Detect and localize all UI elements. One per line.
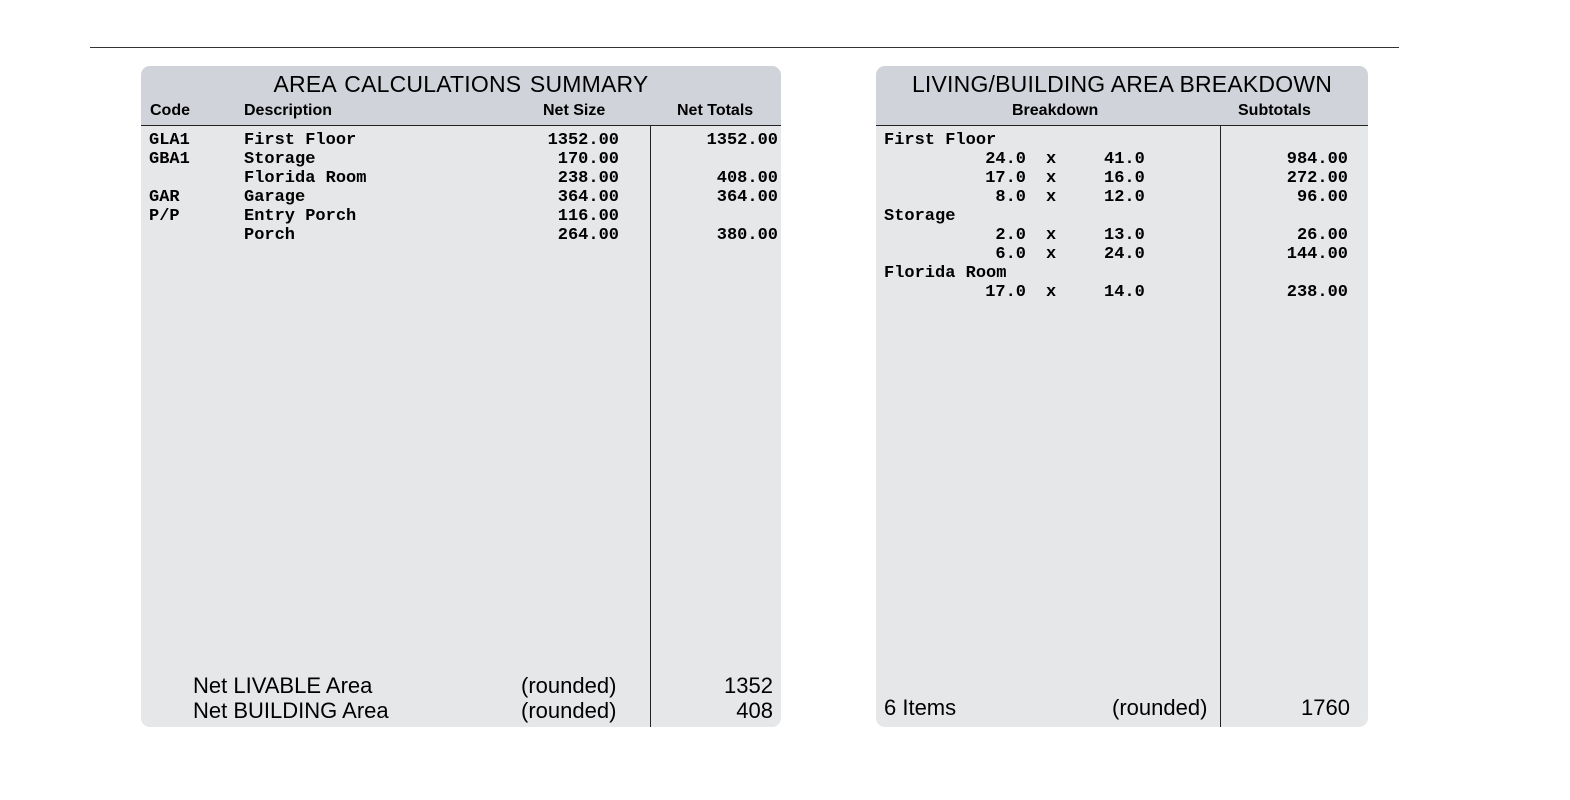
row-net-size: 1352.00 [547,131,619,150]
dimension-a: 2.0 [995,226,1026,245]
times-sign: x [1046,283,1057,302]
times-sign: x [1046,150,1057,169]
row-code: GLA1 [149,131,190,150]
col-description-header: Description [244,102,333,119]
col-subtotals-header: Subtotals [1238,102,1311,119]
row-code: GBA1 [149,150,190,169]
dimension-b: 12.0 [1104,188,1145,207]
row-net-total: 380.00 [716,226,778,245]
net-livable-label: Net LIVABLE Area [193,673,373,698]
dimension-b: 41.0 [1104,150,1145,169]
summary-divider [650,126,651,727]
dimension-b: 24.0 [1104,245,1145,264]
col-net-size-header: Net Size [543,102,606,119]
net-building-label: Net BUILDING Area [193,698,389,723]
times-sign: x [1046,169,1057,188]
col-code-header: Code [150,102,190,119]
row-net-size: 170.00 [557,150,619,169]
dimension-a: 17.0 [985,169,1026,188]
summary-title: AREA CALCULATIONS SUMMARY [273,71,649,97]
net-livable-note: (rounded) [521,673,617,698]
row-net-total: 408.00 [716,169,778,188]
summary-header [141,66,781,126]
row-description: First Floor [244,131,357,150]
dimension-a: 8.0 [995,188,1026,207]
net-building-value: 408 [736,698,773,723]
dimension-a: 24.0 [985,150,1026,169]
net-building-note: (rounded) [521,698,617,723]
times-sign: x [1046,188,1057,207]
row-description: Entry Porch [244,207,357,226]
area-summary-panel [141,66,781,727]
row-code: P/P [149,207,180,226]
row-subtotal: 984.00 [1286,150,1348,169]
row-code: GAR [149,188,180,207]
col-net-totals-header: Net Totals [677,102,754,119]
breakdown-total-value: 1760 [1301,695,1350,720]
row-subtotal: 238.00 [1286,283,1348,302]
row-description: Garage [244,188,306,207]
dimension-b: 16.0 [1104,169,1145,188]
area-breakdown-panel [876,66,1368,727]
breakdown-header [876,66,1368,126]
breakdown-section-label: Florida Room [884,264,1007,283]
row-net-size: 364.00 [557,188,619,207]
row-description: Florida Room [244,169,367,188]
dimension-b: 13.0 [1104,226,1145,245]
col-breakdown-header: Breakdown [1012,102,1099,119]
row-net-total: 364.00 [716,188,778,207]
row-subtotal: 96.00 [1296,188,1348,207]
breakdown-divider [1220,126,1221,727]
row-net-size: 264.00 [557,226,619,245]
top-rule [90,47,1399,48]
breakdown-rounded-note: (rounded) [1112,695,1208,720]
times-sign: x [1046,226,1057,245]
row-description: Porch [244,226,296,245]
dimension-b: 14.0 [1104,283,1145,302]
times-sign: x [1046,245,1057,264]
breakdown-section-label: Storage [884,207,956,226]
items-count: 6 Items [884,695,957,720]
row-subtotal: 26.00 [1296,226,1348,245]
row-net-total: 1352.00 [706,131,778,150]
dimension-a: 6.0 [995,245,1026,264]
net-livable-value: 1352 [724,673,773,698]
row-description: Storage [244,150,316,169]
breakdown-title: LIVING/BUILDING AREA BREAKDOWN [911,71,1333,97]
breakdown-section-label: First Floor [884,131,997,150]
row-net-size: 238.00 [557,169,619,188]
dimension-a: 17.0 [985,283,1026,302]
row-subtotal: 272.00 [1286,169,1348,188]
row-net-size: 116.00 [557,207,619,226]
row-subtotal: 144.00 [1286,245,1348,264]
